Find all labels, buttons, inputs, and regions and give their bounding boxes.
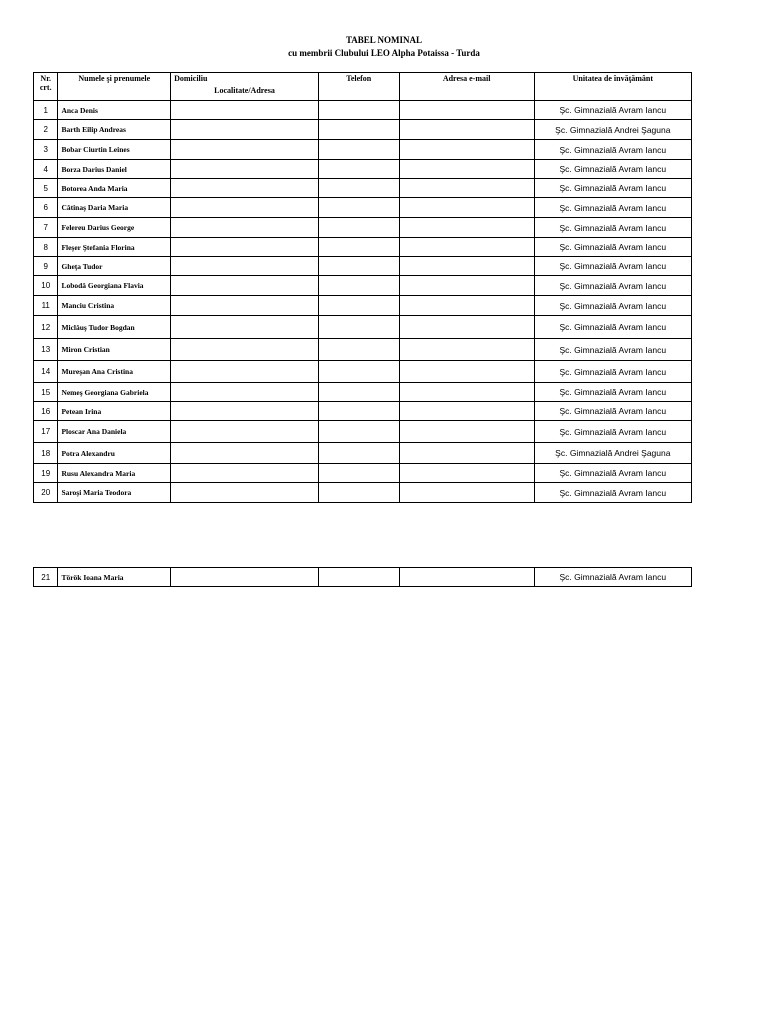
row-domicile xyxy=(171,483,319,503)
row-phone xyxy=(318,179,399,198)
row-number: 7 xyxy=(34,218,58,238)
table-row xyxy=(34,101,692,120)
row-domicile xyxy=(171,140,319,160)
row-school: Şc. Gimnazială Avram Iancu xyxy=(534,361,691,383)
row-number: 12 xyxy=(34,316,58,339)
row-email xyxy=(399,483,534,503)
row-name: Török Ioana Maria xyxy=(58,568,171,587)
row-email xyxy=(399,238,534,257)
row-school: Şc. Gimnazială Avram Iancu xyxy=(534,464,691,483)
row-name: Barth Eilip Andreas xyxy=(58,120,171,140)
row-number: 18 xyxy=(34,443,58,464)
row-email xyxy=(399,421,534,443)
row-name: Mureşan Ana Cristina xyxy=(58,361,171,383)
row-email xyxy=(399,120,534,140)
row-school: Şc. Gimnazială Avram Iancu xyxy=(534,339,691,361)
row-number: 21 xyxy=(34,568,58,587)
row-email xyxy=(399,568,534,587)
header-domicile-label: Domiciliu xyxy=(174,74,208,83)
table-row xyxy=(34,361,692,383)
table-row xyxy=(34,218,692,238)
table-row xyxy=(34,402,692,421)
row-number: 10 xyxy=(34,276,58,296)
row-school: Şc. Gimnazială Avram Iancu xyxy=(534,568,691,587)
row-school: Şc. Gimnazială Avram Iancu xyxy=(534,257,691,276)
row-name: Rusu Alexandra Maria xyxy=(58,464,171,483)
row-number: 1 xyxy=(34,101,58,120)
row-email xyxy=(399,296,534,316)
row-number: 13 xyxy=(34,339,58,361)
row-phone xyxy=(318,120,399,140)
table-row xyxy=(34,238,692,257)
row-name: Bobar Ciurtin Leines xyxy=(58,140,171,160)
row-name: Miron Cristian xyxy=(58,339,171,361)
row-name: Ploscar Ana Daniela xyxy=(58,421,171,443)
row-school: Şc. Gimnazială Avram Iancu xyxy=(534,218,691,238)
row-email xyxy=(399,160,534,179)
row-domicile xyxy=(171,296,319,316)
row-school: Şc. Gimnazială Avram Iancu xyxy=(534,179,691,198)
row-number: 11 xyxy=(34,296,58,316)
row-domicile xyxy=(171,160,319,179)
row-school: Şc. Gimnazială Avram Iancu xyxy=(534,198,691,218)
header-nr: Nr. crt. xyxy=(34,73,58,101)
row-phone xyxy=(318,101,399,120)
row-phone xyxy=(318,464,399,483)
row-number: 17 xyxy=(34,421,58,443)
row-school: Şc. Gimnazială Avram Iancu xyxy=(534,140,691,160)
row-domicile xyxy=(171,568,319,587)
row-school: Şc. Gimnazială Andrei Şaguna xyxy=(534,120,691,140)
row-name: Lobodă Georgiana Flavia xyxy=(58,276,171,296)
table-row xyxy=(34,179,692,198)
members-table xyxy=(33,72,692,503)
row-phone xyxy=(318,276,399,296)
table-row xyxy=(34,316,692,339)
row-email xyxy=(399,339,534,361)
row-number: 20 xyxy=(34,483,58,503)
document-subtitle: cu membrii Clubului LEO Alpha Potaissa - Turda xyxy=(288,48,480,58)
row-email xyxy=(399,179,534,198)
row-name: Manciu Cristina xyxy=(58,296,171,316)
row-phone xyxy=(318,160,399,179)
row-school: Şc. Gimnazială Avram Iancu xyxy=(534,238,691,257)
header-email: Adresa e-mail xyxy=(399,73,534,101)
row-phone xyxy=(318,383,399,402)
row-domicile xyxy=(171,443,319,464)
header-school: Unitatea de învăţământ xyxy=(534,73,691,101)
row-number: 16 xyxy=(34,402,58,421)
row-school: Şc. Gimnazială Avram Iancu xyxy=(534,383,691,402)
row-email xyxy=(399,443,534,464)
row-email xyxy=(399,257,534,276)
row-name: Cătinaş Daria Maria xyxy=(58,198,171,218)
row-email xyxy=(399,101,534,120)
row-name: Potra Alexandru xyxy=(58,443,171,464)
header-phone: Telefon xyxy=(318,73,399,101)
row-domicile xyxy=(171,120,319,140)
row-school: Şc. Gimnazială Avram Iancu xyxy=(534,296,691,316)
row-domicile xyxy=(171,339,319,361)
row-name: Botorea Anda Maria xyxy=(58,179,171,198)
row-domicile xyxy=(171,218,319,238)
row-email xyxy=(399,383,534,402)
header-name: Numele şi prenumele xyxy=(58,73,171,101)
document-title: TABEL NOMINAL xyxy=(345,35,423,45)
table-body-continuation xyxy=(34,568,692,587)
row-number: 2 xyxy=(34,120,58,140)
row-name: Miclăuş Tudor Bogdan xyxy=(58,316,171,339)
row-phone xyxy=(318,339,399,361)
table-row xyxy=(34,568,692,587)
row-phone xyxy=(318,568,399,587)
table-row xyxy=(34,464,692,483)
row-email xyxy=(399,464,534,483)
row-domicile xyxy=(171,421,319,443)
table-row xyxy=(34,120,692,140)
table-row xyxy=(34,198,692,218)
table-row xyxy=(34,257,692,276)
row-phone xyxy=(318,402,399,421)
table-row xyxy=(34,421,692,443)
row-name: Borza Darius Daniel xyxy=(58,160,171,179)
row-phone xyxy=(318,257,399,276)
row-school: Şc. Gimnazială Avram Iancu xyxy=(534,421,691,443)
row-phone xyxy=(318,421,399,443)
row-name: Fleşer Ştefania Florina xyxy=(58,238,171,257)
row-phone xyxy=(318,140,399,160)
row-school: Şc. Gimnazială Andrei Şaguna xyxy=(534,443,691,464)
table-row xyxy=(34,276,692,296)
row-domicile xyxy=(171,276,319,296)
row-domicile xyxy=(171,464,319,483)
row-domicile xyxy=(171,101,319,120)
row-phone xyxy=(318,443,399,464)
row-phone xyxy=(318,296,399,316)
row-name: Anca Denis xyxy=(58,101,171,120)
row-email xyxy=(399,316,534,339)
row-email xyxy=(399,361,534,383)
row-email xyxy=(399,198,534,218)
row-number: 8 xyxy=(34,238,58,257)
header-domicile-sublabel: Localitate/Adresa xyxy=(214,86,275,95)
row-number: 9 xyxy=(34,257,58,276)
row-school: Şc. Gimnazială Avram Iancu xyxy=(534,276,691,296)
row-domicile xyxy=(171,179,319,198)
row-name: Saroşi Maria Teodora xyxy=(58,483,171,503)
row-school: Şc. Gimnazială Avram Iancu xyxy=(534,316,691,339)
row-school: Şc. Gimnazială Avram Iancu xyxy=(534,101,691,120)
row-phone xyxy=(318,218,399,238)
row-email xyxy=(399,218,534,238)
row-domicile xyxy=(171,198,319,218)
row-name: Felereu Darius George xyxy=(58,218,171,238)
table-body xyxy=(34,101,692,503)
row-name: Nemeş Georgiana Gabriela xyxy=(58,383,171,402)
row-domicile xyxy=(171,257,319,276)
row-number: 4 xyxy=(34,160,58,179)
row-number: 5 xyxy=(34,179,58,198)
row-phone xyxy=(318,316,399,339)
row-email xyxy=(399,276,534,296)
row-domicile xyxy=(171,383,319,402)
row-phone xyxy=(318,198,399,218)
row-email xyxy=(399,402,534,421)
row-name: Gheţa Tudor xyxy=(58,257,171,276)
row-domicile xyxy=(171,238,319,257)
row-number: 3 xyxy=(34,140,58,160)
row-domicile xyxy=(171,361,319,383)
row-number: 6 xyxy=(34,198,58,218)
table-row xyxy=(34,296,692,316)
row-phone xyxy=(318,483,399,503)
row-phone xyxy=(318,238,399,257)
row-email xyxy=(399,140,534,160)
row-number: 14 xyxy=(34,361,58,383)
table-row xyxy=(34,140,692,160)
row-number: 19 xyxy=(34,464,58,483)
table-row xyxy=(34,443,692,464)
table-row xyxy=(34,339,692,361)
row-school: Şc. Gimnazială Avram Iancu xyxy=(534,160,691,179)
table-row xyxy=(34,483,692,503)
row-domicile xyxy=(171,316,319,339)
row-school: Şc. Gimnazială Avram Iancu xyxy=(534,402,691,421)
row-school: Şc. Gimnazială Avram Iancu xyxy=(534,483,691,503)
table-header-row xyxy=(34,73,692,101)
table-row xyxy=(34,160,692,179)
table-row xyxy=(34,383,692,402)
row-domicile xyxy=(171,402,319,421)
members-table-continuation xyxy=(33,567,692,587)
row-number: 15 xyxy=(34,383,58,402)
header-domicile xyxy=(171,73,319,101)
row-phone xyxy=(318,361,399,383)
row-name: Petean Irina xyxy=(58,402,171,421)
